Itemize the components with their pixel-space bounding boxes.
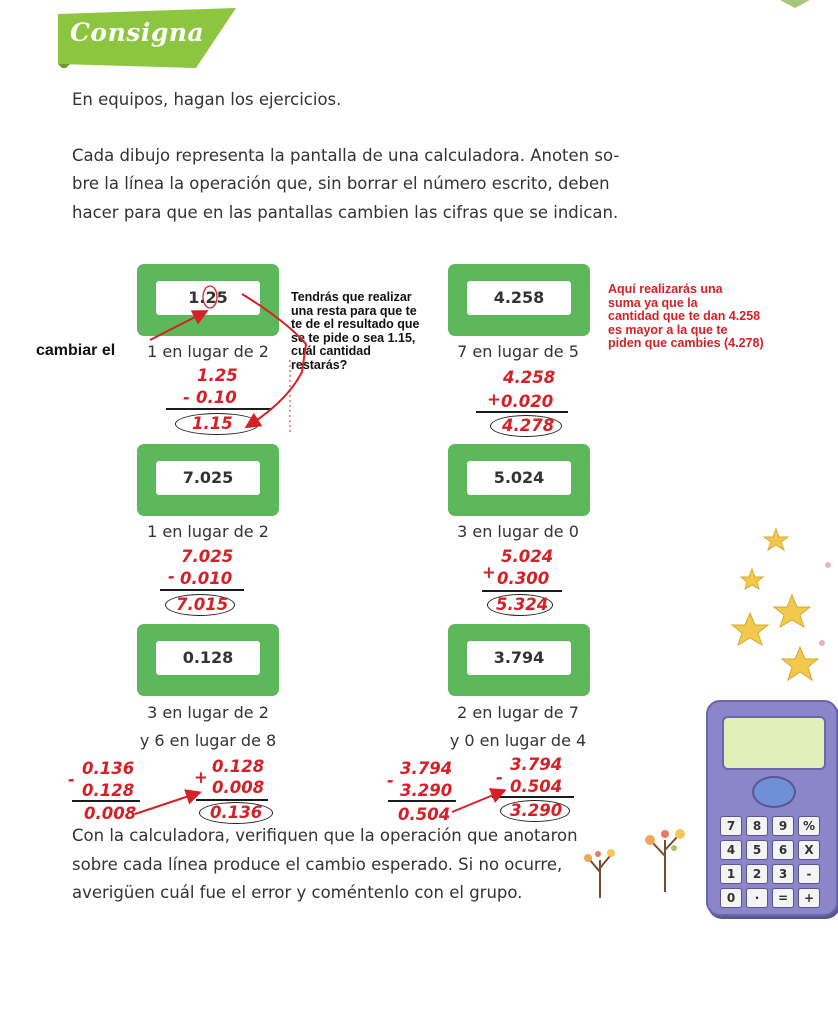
left-label: cambiar el (36, 342, 116, 359)
op4-result: 5.324 (496, 595, 549, 614)
op2-result: 4.278 (502, 416, 555, 435)
calculator-screen: 5.024 (467, 461, 571, 495)
op3-result: 7.015 (176, 595, 229, 614)
closing-line2: sobre cada línea produce el cambio esperado. Si no ocurre, (72, 855, 563, 874)
op5b-sign: + (194, 768, 208, 787)
instruction-3: 1 en lugar de 2 (147, 522, 269, 541)
intro-line2b: bre la línea la operación que, sin borrar el número escrito, deben (72, 174, 610, 193)
op6b-result: 3.290 (510, 801, 563, 820)
calculator-key: 5 (746, 840, 768, 860)
closing-line1: Con la calculadora, verifiquen que la operación que anotaron (72, 826, 578, 845)
op5b-operand: 0.008 (212, 778, 265, 797)
decorative-calculator (706, 700, 838, 916)
op6a-operand: 3.290 (400, 781, 453, 800)
op1-number: 1.25 (197, 366, 238, 385)
calculator-screen: 1.25 (156, 281, 260, 315)
calculator-key: · (746, 888, 768, 908)
calculator-dial (752, 776, 796, 808)
op3-sign: - (168, 567, 175, 586)
calculator-screen: 4.258 (467, 281, 571, 315)
calculator-screen-decor (722, 716, 826, 770)
instruction-2: 7 en lugar de 5 (457, 342, 579, 361)
calculator-key: 9 (772, 816, 794, 836)
calculator-screen: 7.025 (156, 461, 260, 495)
banner-title: Consigna (70, 18, 205, 47)
instruction-5: 3 en lugar de 2 (147, 703, 269, 722)
calculator-key: 3 (772, 864, 794, 884)
instruction-5b: y 6 en lugar de 8 (139, 731, 277, 750)
calculator-key: - (798, 864, 820, 884)
calculator-key: + (798, 888, 820, 908)
calculator-key: X (798, 840, 820, 860)
op6b-number: 3.794 (510, 755, 563, 774)
instruction-1: 1 en lugar de 2 (147, 342, 269, 361)
calculator-screen: 0.128 (156, 641, 260, 675)
instruction-6b: y 0 en lugar de 4 (449, 731, 587, 750)
calculator-key: 0 (720, 888, 742, 908)
intro-line2a: Cada dibujo representa la pantalla de una calculadora. Anoten so- (72, 146, 620, 165)
op2-operand: 0.020 (501, 392, 554, 411)
op2-number: 4.258 (503, 368, 556, 387)
instruction-4: 3 en lugar de 0 (457, 522, 579, 541)
op6b-sign: - (496, 768, 503, 787)
op4-number: 5.024 (501, 547, 554, 566)
calculator-screen: 3.794 (467, 641, 571, 675)
intro-line2c: hacer para que en las pantallas cambien las cifras que se indican. (72, 203, 619, 222)
op4-sign: + (482, 563, 496, 582)
op5b-result: 0.136 (210, 803, 263, 822)
instruction-6: 2 en lugar de 7 (457, 703, 579, 722)
op2-sign: + (487, 390, 501, 409)
op6a-result: 0.504 (398, 805, 451, 824)
op3-number: 7.025 (181, 547, 234, 566)
op5a-operand: 0.128 (82, 781, 135, 800)
trees-decoration (570, 820, 700, 900)
calculator-key: 8 (746, 816, 768, 836)
op1-operand: 0.10 (196, 388, 237, 407)
star-decoration (728, 525, 838, 710)
op3-operand: 0.010 (180, 569, 233, 588)
op1-sign: - (183, 388, 190, 407)
calculator-key: 7 (720, 816, 742, 836)
closing-line3: averigüen cuál fue el error y coméntenlo con el grupo. (72, 883, 523, 902)
intro-line1: En equipos, hagan los ejercicios. (72, 90, 342, 109)
op5a-sign: - (68, 770, 75, 789)
op6b-operand: 0.504 (510, 777, 563, 796)
op6a-number: 3.794 (400, 759, 453, 778)
calculator-key: 6 (772, 840, 794, 860)
calculator-key: % (798, 816, 820, 836)
note-suma: Aquí realizarás una suma ya que la cantidad que te dan 4.258 es mayor a la que te piden que cambies (4.278) (608, 282, 764, 350)
op5a-number: 0.136 (82, 759, 135, 778)
calculator-key: 4 (720, 840, 742, 860)
op4-operand: 0.300 (497, 569, 550, 588)
calculator-key: 1 (720, 864, 742, 884)
calculator-keypad (720, 816, 826, 908)
op5a-result: 0.008 (84, 804, 137, 823)
calculator-key: 2 (746, 864, 768, 884)
op5b-number: 0.128 (212, 757, 265, 776)
op1-result: 1.15 (192, 414, 233, 433)
op6a-sign: - (387, 771, 394, 790)
calculator-key: = (772, 888, 794, 908)
note-resta: Tendrás que realizar una resta para que te te de el resultado que se te pide o sea 1.15, cuál cantidad restarás? (291, 290, 420, 372)
